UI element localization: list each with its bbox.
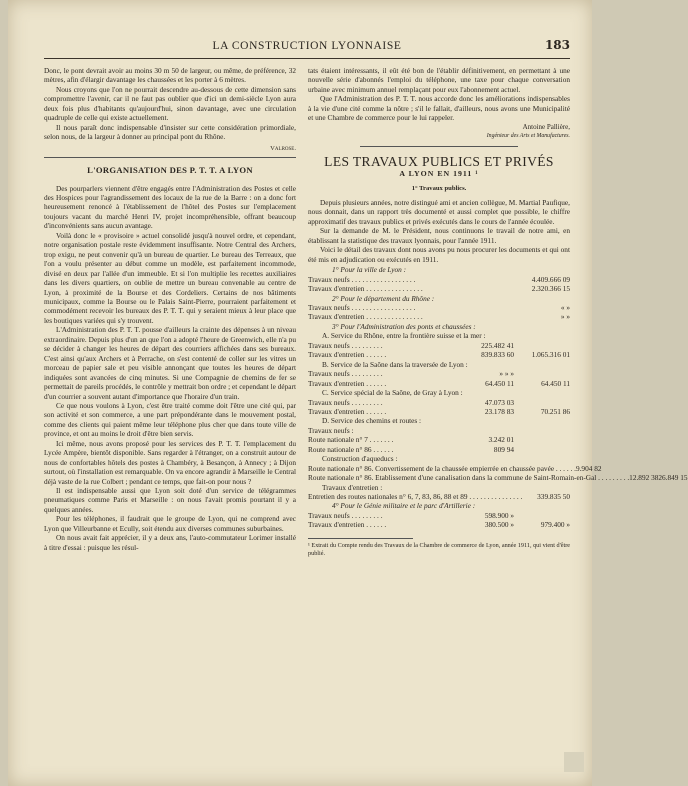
ledger-subtotal <box>456 303 514 312</box>
ledger-label: Travaux neufs . . . . . . . . . . . . . . . . . . <box>308 274 416 284</box>
ledger-row <box>308 369 570 378</box>
ledger-total <box>514 369 570 378</box>
page-corner-shadow <box>564 752 584 772</box>
ledger-label: 3° Pour l'Administration des ponts et chaussées : <box>332 321 476 331</box>
author-role: Ingénieur des Arts et Manufactures. <box>486 133 570 140</box>
ledger-label: Travaux d'entretien . . . . . . <box>308 406 387 416</box>
ledger-label: Route nationale n° 86. Convertissement de la chaussée empierrée en chaussée pavée . . . . . . <box>308 463 576 473</box>
ledger-label: A. Service du Rhône, entre la frontière suisse et la mer : <box>322 331 486 341</box>
ledger-row <box>308 483 570 492</box>
ledger-total: « » <box>560 302 570 312</box>
author-name: Antoine Pallière, <box>522 122 570 131</box>
page-number: 183 <box>544 38 570 52</box>
section-divider <box>44 157 296 158</box>
ledger-label: Route nationale n° 86. Etablissement d'une canalisation dans la commune de Saint-Romain-en-Gal . . . . . . . . . <box>308 473 630 483</box>
ledger-subtotal <box>456 312 514 321</box>
footnote-divider <box>308 538 413 539</box>
ledger-subtotal <box>456 284 514 293</box>
ledger-row <box>308 501 570 510</box>
ledger-total: 339.835 50 <box>537 492 570 502</box>
ledger-total: 2.320.366 15 <box>531 284 570 294</box>
body-paragraph: tats étaient intéressants, il eût été bon de l'établir définitivement, en permettant à une nouvelle série d'abonnés l'emploi du téléphone, une taxe pour chaque conversation urbaine avec minimum annuel remplaçant pour eux l'abonnement actuel. <box>308 66 570 94</box>
scanned-page <box>8 0 688 786</box>
left-column <box>44 66 296 552</box>
ledger-subtotal: 47.073 03 <box>484 397 514 407</box>
ledger-row <box>308 294 570 303</box>
ledger-label: Travaux neufs : <box>308 425 354 435</box>
ledger-label: 1° Pour la ville de Lyon : <box>332 265 407 275</box>
ledger-total: 64.450 11 <box>541 378 570 388</box>
ledger-total: 70.251 86 <box>540 406 570 416</box>
body-paragraph: Ce que nous voulons à Lyon, c'est être traité comme doit l'être une cité qui, par son activité et son commerce, a une part prépondérante dans le mouvement postal, comme des clients qui paient même leur téléphone plus cher que dans toute ville de province, et ont au moins le droit d'être bien servis. <box>44 400 296 439</box>
ledger-row <box>308 331 570 340</box>
ledger-row <box>308 388 570 397</box>
intro-paragraph: Il nous paraît donc indispensable d'insister sur cette considération primordiale, selon nous, de la largeur à donner au principal pont du Rhône. <box>44 122 296 142</box>
ledger-label: 4° Pour le Génie militaire et le parc d'Artillerie : <box>332 501 476 511</box>
ledger-row <box>308 265 570 274</box>
ledger-total: 4.409.666 09 <box>531 274 570 284</box>
ledger-subtotal: 380.500 » <box>484 520 514 530</box>
ledger-row <box>308 492 570 501</box>
ledger-row <box>308 454 570 463</box>
ledger-row <box>308 473 688 483</box>
section-title: L'ORGANISATION DES P. T. T. A LYON <box>87 165 253 176</box>
intro-paragraph: Nous croyons que l'on ne pourrait descendre au-dessous de cette dimension sans compromettre l'avenir, car il ne faut pas oublier que d'ici un demi-siècle Lyon aura deux fois plus d'habitants qu'aujourd'hui, sinon davantage, avec une circulation quadruple de celle qui existe actuellement. <box>44 84 296 123</box>
ledger-label: Travaux d'entretien . . . . . . . . . . . . . . . . <box>308 312 423 322</box>
ledger-label: B. Service de la Saône dans la traversée de Lyon : <box>322 359 468 369</box>
ledger-label: Construction d'aqueducs : <box>322 454 398 464</box>
ledger-total <box>514 398 570 407</box>
ledger-row <box>308 435 570 444</box>
ledger-label: D. Service des chemins et routes : <box>322 416 422 426</box>
ledger-row <box>308 520 570 529</box>
ledger-total <box>514 426 570 435</box>
body-paragraph: On nous avait fait apprécier, il y a deux ans, l'auto-commutateur Lorimer installé à titre d'essai : puisque les résul- <box>44 533 296 552</box>
running-title: LA CONSTRUCTION LYONNAISE <box>212 40 402 52</box>
ledger-label: Travaux d'entretien : <box>322 482 383 492</box>
ledger-row <box>308 407 570 416</box>
ledger-subtotal: 3.242 01 <box>488 435 514 445</box>
body-paragraph: Que l'Administration des P. T. T. nous accorde donc les améliorations indispensables à la vie d'une cité comme la nôtre ; s'il le fallait, d'ailleurs, nous avons une Municipalité et une Chambre de commerce pour le lui rappeler. <box>308 94 570 123</box>
ledger-label: 2° Pour le département du Rhône : <box>332 293 435 303</box>
intro-paragraph: Donc, le pont devrait avoir au moins 30 m 50 de largeur, ou même, de préférence, 32 mètres, afin d'élargir davantage les chaussées et les porter à 6 mètres. <box>44 66 296 85</box>
ledger-label: C. Service spécial de la Saône, de Gray à Lyon : <box>322 388 463 398</box>
subsection-heading: 1° Travaux publics. <box>411 184 467 192</box>
ledger-subtotal: » » » <box>499 369 514 379</box>
body-paragraph: Des pourparlers viennent d'être engagés entre l'Administration des Postes et celle des Hospices pour l'agrandissement des locaux de la rue de la Barre : on a donc fort heureusement renoncé à l'établissement de l'hôtel des Postes sur l'emplacement toujours vacant du marché Henri IV, projet incompréhensible, offrant beaucoup d'inconvénients sans aucun avantage. <box>44 183 296 231</box>
ledger-label: Route nationale n° 7 . . . . . . . <box>308 435 394 445</box>
ledger-subtotal: 809 94 <box>493 444 514 454</box>
ledger-row <box>308 275 570 284</box>
ledger-subtotal: 12.892 38 <box>629 473 659 483</box>
ledger-subtotal: 9.904 82 <box>575 463 602 473</box>
article-divider <box>360 146 517 147</box>
ledger-row <box>308 322 570 331</box>
body-paragraph: Depuis plusieurs années, notre distingué ami et ancien collègue, M. Martial Paufique, nous donnait, dans un rapport très documenté et aussi complet que possible, le chiffre approximatif des travaux publics et privés exécutés dans le cours de l'année écoulée. <box>308 197 570 226</box>
ledger-row <box>308 379 570 388</box>
ledger-label: Entretien des routes nationales n° 6, 7, 83, 86, 88 et 89 . . . . . . . . . . . . . . . <box>308 492 523 502</box>
ledger-label: Travaux d'entretien . . . . . . <box>308 350 387 360</box>
body-paragraph: Voilà donc le « provisoire » actuel consolidé jusqu'à nouvel ordre, et cependant, notre organisation postale reste évidemment insuffisante. Notre Central des Archers, trop exigu, ne peut convenir qu'à un bureau de quartier. Le bureau des Terreaux, que l'on a voulu présenter au début comme un modèle, est parfaitement incommode, divisé en deux par l'allée d'un immeuble. Et si l'on multiplie les recettes auxiliaires dans les divers quartiers, on oublie de mettre un bureau convenable au centre de Lyon, à proximité de la Bourse et des Cordeliers. Certains de nos bâtiments municipaux, comme la Bourse ou le Palais Saint-Pierre, pourraient parfaitement et commodément recevoir les bureaux des P. T. T. qui y seraient mieux à leur place que les boutiques variées qui s'y trouvent. <box>44 230 296 325</box>
ledger-label: Travaux neufs . . . . . . . . . <box>308 510 383 520</box>
running-header <box>44 40 570 59</box>
ledger-label: Travaux d'entretien . . . . . . . . . . . . . . . . <box>308 284 423 294</box>
ledger-row <box>308 445 570 454</box>
ledger-label: Travaux neufs . . . . . . . . . <box>308 397 383 407</box>
ledger-label: Travaux d'entretien . . . . . . <box>308 378 387 388</box>
ledger-subtotal: 64.450 11 <box>485 378 514 388</box>
body-paragraph: L'Administration des P. T. T. pousse d'ailleurs la crainte des dépenses à un niveau extraordinaire. Depuis plus d'un an que l'on a adopté l'heure de Greenwich, elle n'a pu se décider à changer les heures de départ des courriers affichées dans ses bureaux. C'est ainsi qu'aux Archers et à Perrache, on s'est contenté de coller sur les vitres un morceau de papier sale et peu visible annonçant que toutes les heures de départ indiquées sont avancées de cinq minutes. Si une Compagnie de chemins de fer se permettait de pareils procédés, le contrôle y mettrait bon ordre ; et cependant le départ d'un courrier a souvent autant d'importance que l'horaire d'un train. <box>44 325 296 401</box>
right-column <box>308 66 688 558</box>
ledger-subtotal <box>456 426 514 435</box>
ledger-label: Travaux neufs . . . . . . . . . <box>308 369 383 379</box>
body-paragraph: Il est indispensable aussi que Lyon soit doté d'un service de télégrammes pneumatiques comme Paris et Marseille : on nous l'avait promis pourtant il y a quelques années. <box>44 486 296 514</box>
ledger-total: 26.849 15 <box>658 473 688 483</box>
ledger-subtotal: 225.482 41 <box>481 340 514 350</box>
ledger-row <box>308 312 570 321</box>
body-paragraph: Voici le détail des travaux dont nous avons pu nous procurer les documents et qui ont été mis en adjudication ou exécutés en 1911. <box>308 245 570 264</box>
ledger-row <box>308 426 570 435</box>
ledger-row <box>308 350 570 359</box>
ledger-row <box>308 303 570 312</box>
ledger-total: 1.065.316 01 <box>531 350 570 360</box>
ledger-subtotal: 598.900 » <box>484 510 514 520</box>
ledger-total <box>514 435 570 444</box>
ledger-row <box>308 511 570 520</box>
footnote: ¹ Extrait du Compte rendu des Travaux de la Chambre de commerce de Lyon, année 1911, qui vient d'être publié. <box>308 541 570 557</box>
ledger-row <box>308 398 570 407</box>
article-title: LES TRAVAUX PUBLICS ET PRIVÉS <box>324 153 554 169</box>
article-subtitle: A LYON EN 1911 ¹ <box>399 169 479 179</box>
ledger-total <box>514 341 570 350</box>
ledger-label: Travaux d'entretien . . . . . . <box>308 520 387 530</box>
ledger-label: Travaux neufs . . . . . . . . . <box>308 340 383 350</box>
body-paragraph: Ici même, nous avons proposé pour les services des P. T. T. l'emplacement du Lycée Ampère, bientôt disponible. Sans regarder à l'étranger, on a construit autour de nous de confortables hôtels des postes à Chambéry, à Besançon, à Annecy ; à Dijon surtout, où l'installation est remarquable. On va encore agrandir à Marseille le Central déjà vaste de la rue Colbert ; pendant ce temps, que fait-on pour nous ? <box>44 438 296 486</box>
ledger-subtotal: 839.833 60 <box>481 350 514 360</box>
ledger-row <box>308 416 570 425</box>
ledger-subtotal <box>522 492 537 501</box>
ledger-total: 979.400 » <box>540 520 570 530</box>
ledger-subtotal: 23.178 83 <box>484 406 514 416</box>
ledger-subtotal <box>456 275 514 284</box>
expenditure-ledger <box>308 265 688 530</box>
ledger-row <box>308 341 570 350</box>
body-paragraph: Sur la demande de M. le Président, nous continuons le travail de notre ami, en établissant la statistique des travaux lyonnais, pour l'année 1911. <box>308 226 570 245</box>
intro-signature: Valrose. <box>270 144 296 152</box>
body-paragraph: Pour les téléphones, il faudrait que le groupe de Lyon, qui ne comprend avec Lyon que Villeurbanne et Ecully, soit étendu aux diverses communes suburbaines. <box>44 514 296 533</box>
ledger-total <box>514 445 570 454</box>
ledger-row <box>308 360 570 369</box>
ledger-row <box>308 284 570 293</box>
ledger-label: Route nationale n° 86 . . . . . . <box>308 444 394 454</box>
ledger-total: » » <box>560 312 570 322</box>
ledger-label: Travaux neufs . . . . . . . . . . . . . . . . . . <box>308 302 416 312</box>
ledger-row <box>308 463 602 473</box>
ledger-total <box>514 511 570 520</box>
